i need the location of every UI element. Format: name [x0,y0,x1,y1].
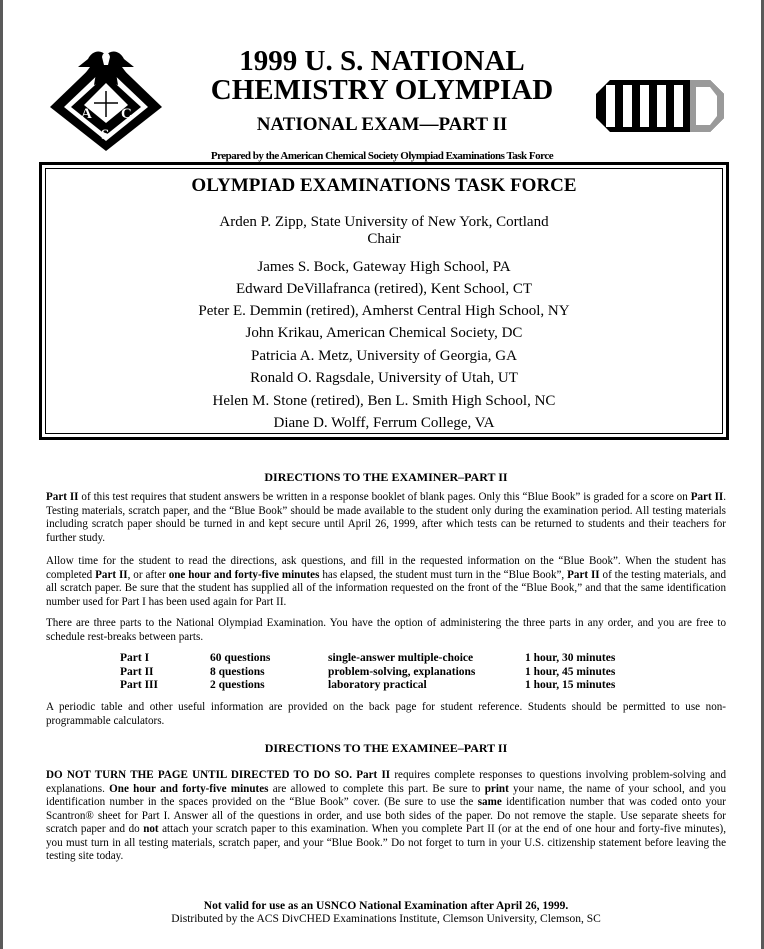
paragraph-text: requires complete responses to questions involving problem-solving and explanations. [46,769,726,795]
logo-letter-a: A [81,106,92,122]
bold-text: one hour and forty-five minutes [168,568,320,581]
validity-notice: Not valid for use as an USNCO National Examination after April 26, 1999. [203,900,569,912]
task-force-member: Patricia A. Metz, University of Georgia, GA [251,348,517,364]
examiner-paragraph-3: There are three parts to the National Olympiad Examination. You have the option of administering the three parts in any order, and you are free to schedule rest-breaks between parts. [46,617,726,643]
part-questions: 2 questions [210,679,265,691]
task-force-member: Diane D. Wolff, Ferrum College, VA [273,415,495,431]
bold-text: Part II [46,491,79,503]
part-name: Part II [120,665,154,678]
task-force-chair-role: Chair [367,231,401,247]
exam-subtitle: NATIONAL EXAM—PART II [256,114,508,135]
task-force-title: OLYMPIAD EXAMINATIONS TASK FORCE [191,175,577,196]
part-time: 1 hour, 15 minutes [525,679,616,691]
part-type: problem-solving, explanations [328,665,476,678]
task-force-member: Edward DeVillafranca (retired), Kent School, CT [235,281,533,297]
task-force-member: James S. Bock, Gateway High School, PA [257,259,511,275]
part-type: single-answer multiple-choice [328,652,474,664]
paragraph-text: Allow time for the student to read the directions, ask questions, and fill in the requested information on the “Blue Book”. When the student has completed [46,555,726,581]
part-questions: 8 questions [210,665,265,678]
examinee-directions-heading: DIRECTIONS TO THE EXAMINEE–PART II [264,741,508,755]
paragraph-text: your name, the name of your school, and you identification number in the spaces provided on the “Blue Book” cover. (Be sure to use the [46,782,726,808]
exam-title-line2: CHEMISTRY OLYMPIAD [210,74,554,106]
task-force-member: Ronald O. Ragsdale, University of Utah, UT [250,370,518,386]
paragraph-text: of the testing materials, and all scratch paper. Be sure that the student has supplied all of the information requested on the front of the “Blue Book,” and that the same identification number used for Part I has been used again for Part II. [46,568,727,608]
paragraph-text: are allowed to complete this part. Be sure to [268,782,485,795]
part-questions: 60 questions [210,652,271,664]
paragraph-text: identification number that was coded onto your Scantron® sheet for Part I. Answer all of the questions in order, and use both sides of the paper. Do not remove the staple. Use separate sheets for scratch paper and do [46,796,726,835]
prepared-by-line: Prepared by the American Chemical Society Olympiad Examinations Task Force [210,150,554,162]
paragraph-text: . Testing materials, scratch paper, and the “Blue Book” should be made available to the student only during the examination period. All testing materials including scratch paper should be turned in and kept secure until April 26, 1999, after which tests can be returned to students and their teachers for further study. [46,491,726,544]
task-force-member: Helen M. Stone (retired), Ben L. Smith High School, NC [212,393,556,409]
part-name: Part I [120,652,150,664]
examiner-paragraph-1 [46,491,726,545]
part-type: laboratory practical [328,679,427,691]
logo-letter-s: S [101,127,110,143]
paragraph-text: attach your scratch paper to this examination. When you complete Part II (or at the end of one hour and forty-five minutes), you must turn in all testing materials, scratch paper, and your “Blue Book.” Do not forget to turn in your U.S. citizenship statement before leaving the testing site today. [46,823,726,862]
paragraph-text: , or after [127,568,169,581]
part-name: Part III [120,679,159,691]
paragraph-text: has elapsed, the student must turn in the “Blue Book”, [319,568,568,581]
bold-text: print [484,782,509,795]
bold-text: not [143,823,159,835]
part-time: 1 hour, 30 minutes [525,652,616,664]
bold-text: Part II [567,568,600,581]
examiner-paragraph-2 [46,555,726,609]
bold-text: One hour and forty-five minutes [109,782,269,795]
acs-eagle-logo [48,45,164,151]
examiner-paragraph-4: A periodic table and other useful information are provided on the back page for student reference. Students should be permitted to use non-programmable calculators. [46,701,726,727]
left-page-edge [0,0,3,949]
task-force-member: Peter E. Demmin (retired), Amherst Central High School, NY [198,303,570,319]
part-time: 1 hour, 45 minutes [525,665,616,678]
examinations-institute-logo [596,80,726,132]
task-force-member: John Krikau, American Chemical Society, DC [245,325,523,341]
task-force-chair-name: Arden P. Zipp, State University of New York, Cortland [219,214,549,230]
bold-text: Part II [690,491,724,503]
examinee-paragraph [46,769,726,864]
exam-title-line1: 1999 U. S. NATIONAL [239,45,525,77]
paragraph-text: of this test requires that student answers be written in a response booklet of blank pages. Only this “Blue Book” is graded for a score on [78,491,691,503]
distribution-notice: Distributed by the ACS DivCHED Examinations Institute, Clemson University, Clemson, SC [171,913,601,925]
logo-letter-c: C [121,106,132,122]
bold-text: same [477,796,502,808]
bold-text: DO NOT TURN THE PAGE UNTIL DIRECTED TO DO SO. Part II [46,769,391,781]
bold-text: Part II [95,568,128,581]
task-force-box [39,162,729,440]
examiner-directions-heading: DIRECTIONS TO THE EXAMINER–PART II [264,470,508,484]
